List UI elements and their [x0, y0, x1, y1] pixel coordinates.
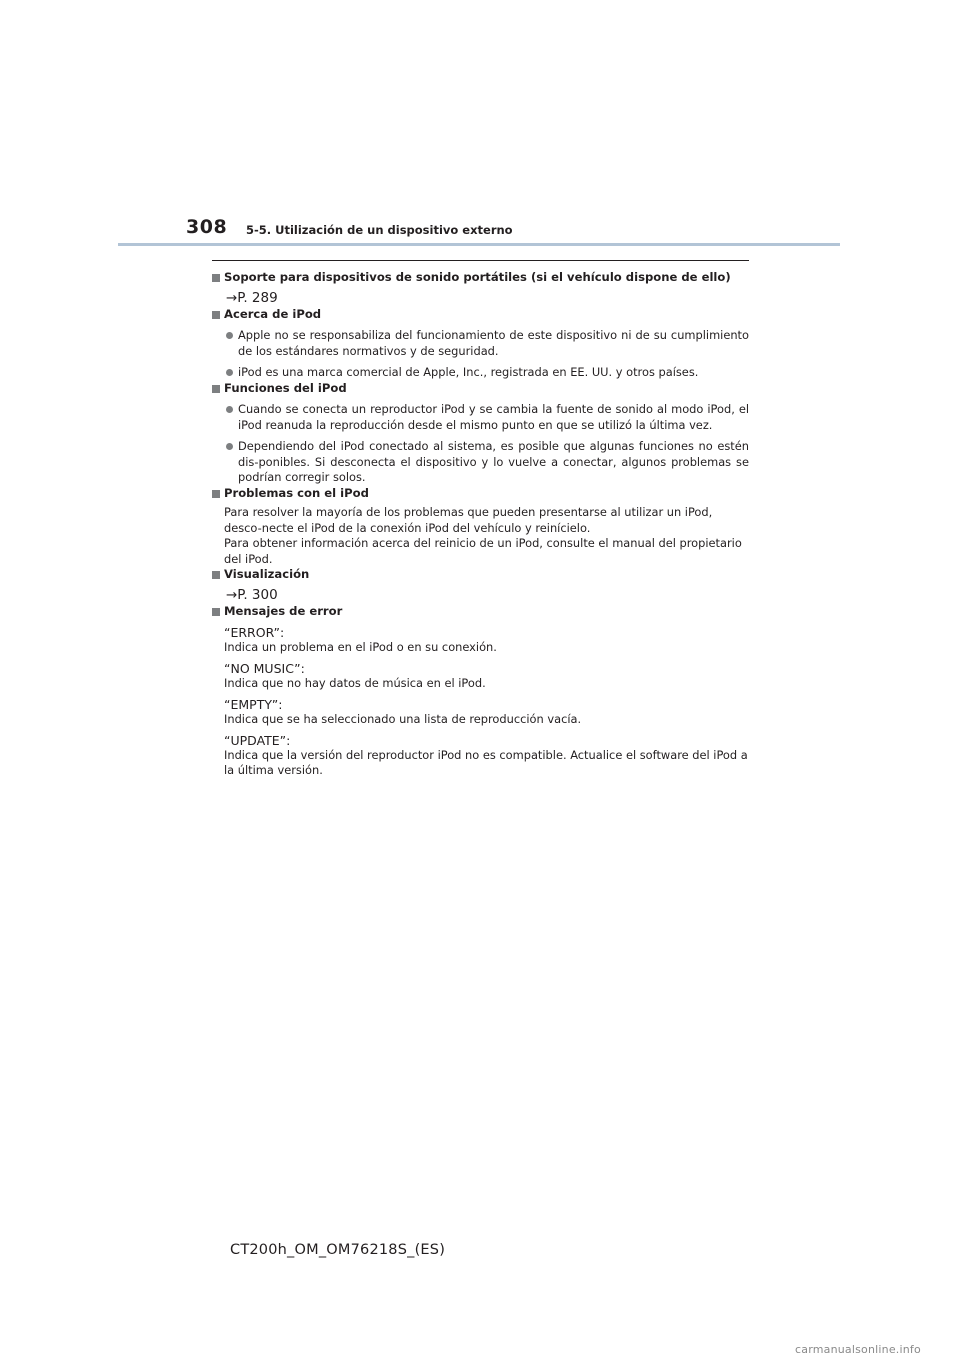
section-errores	[212, 604, 749, 779]
section-heading	[212, 270, 749, 286]
heading-text: Visualización	[224, 567, 310, 581]
circle-bullet-icon	[226, 406, 233, 413]
error-code: “UPDATE”:	[224, 733, 291, 748]
content-top-rule	[212, 260, 749, 261]
square-bullet-icon	[212, 571, 220, 579]
watermark: carmanualsonline.info	[795, 1343, 921, 1356]
heading-text: Problemas con el iPod	[224, 485, 369, 500]
square-bullet-icon	[212, 311, 220, 319]
header-rule	[118, 243, 840, 246]
error-code: “NO MUSIC”:	[224, 661, 305, 676]
section-title: 5-5. Utilización de un dispositivo externo	[246, 223, 513, 237]
error-message-item	[212, 697, 749, 727]
paragraph: Para obtener información acerca del reinicio de un iPod, consulte el manual del propietario del iPod.	[224, 536, 742, 566]
error-description: Indica que se ha seleccionado una lista de reproducción vacía.	[224, 712, 582, 726]
bullet-text: Apple no se responsabiliza del funcionamiento de este dispositivo ni de su cumplimiento de los estándares normativos y de seguridad.	[238, 328, 749, 358]
heading-text: Soporte para dispositivos de sonido portátiles (si el vehículo dispone de ello)	[224, 270, 731, 284]
bullet-item	[212, 365, 749, 381]
bullet-text: iPod es una marca comercial de Apple, Inc., registrada en EE. UU. y otros países.	[238, 365, 699, 379]
error-message-item	[212, 661, 749, 691]
heading-text: Mensajes de error	[224, 603, 343, 618]
page-content	[212, 270, 749, 778]
section-heading	[212, 567, 749, 583]
bullet-item	[212, 402, 749, 433]
page-reference: →P. 300	[226, 586, 278, 603]
bullet-text: Cuando se conecta un reproductor iPod y se cambia la fuente de sonido al modo iPod, el iPod reanuda la reproducción desde el mismo punto en que se utilizó la última vez.	[238, 402, 749, 432]
bullet-item	[212, 328, 749, 359]
section-funciones	[212, 381, 749, 486]
error-description: Indica un problema en el iPod o en su conexión.	[224, 640, 497, 654]
section-acerca	[212, 307, 749, 381]
section-heading	[212, 381, 749, 397]
square-bullet-icon	[212, 274, 220, 282]
bullet-item	[212, 439, 749, 486]
circle-bullet-icon	[226, 369, 233, 376]
error-message-item	[212, 733, 749, 778]
circle-bullet-icon	[226, 443, 233, 450]
page-number: 308	[186, 216, 228, 238]
page-header	[0, 0, 960, 250]
section-heading	[212, 604, 749, 620]
error-code: “ERROR”:	[224, 625, 285, 640]
square-bullet-icon	[212, 385, 220, 393]
page-reference: →P. 289	[226, 289, 278, 306]
heading-text: Funciones del iPod	[224, 380, 347, 395]
error-description: Indica que no hay datos de música en el iPod.	[224, 676, 486, 690]
section-heading	[212, 486, 749, 502]
paragraph: Para resolver la mayoría de los problemas que pueden presentarse al utilizar un iPod, desco-necte el iPod de la conexión iPod del vehículo y reinícielo.	[224, 505, 713, 535]
error-message-item	[212, 625, 749, 655]
section-soporte	[212, 270, 749, 307]
section-heading	[212, 307, 749, 323]
heading-text: Acerca de iPod	[224, 306, 322, 321]
error-description: Indica que la versión del reproductor iPod no es compatible. Actualice el software del iPod a la última versión.	[224, 748, 748, 777]
square-bullet-icon	[212, 608, 220, 616]
error-code: “EMPTY”:	[224, 697, 283, 712]
bullet-text: Dependiendo del iPod conectado al sistema, es posible que algunas funciones no estén dis-ponibles. Si desconecta el dispositivo y lo vuelve a conectar, algunos problemas se podrían corregir solos.	[238, 439, 749, 484]
section-visualizacion	[212, 567, 749, 604]
document-code: CT200h_OM_OM76218S_(ES)	[230, 1242, 446, 1258]
circle-bullet-icon	[226, 332, 233, 339]
section-problemas	[212, 486, 749, 568]
square-bullet-icon	[212, 490, 220, 498]
